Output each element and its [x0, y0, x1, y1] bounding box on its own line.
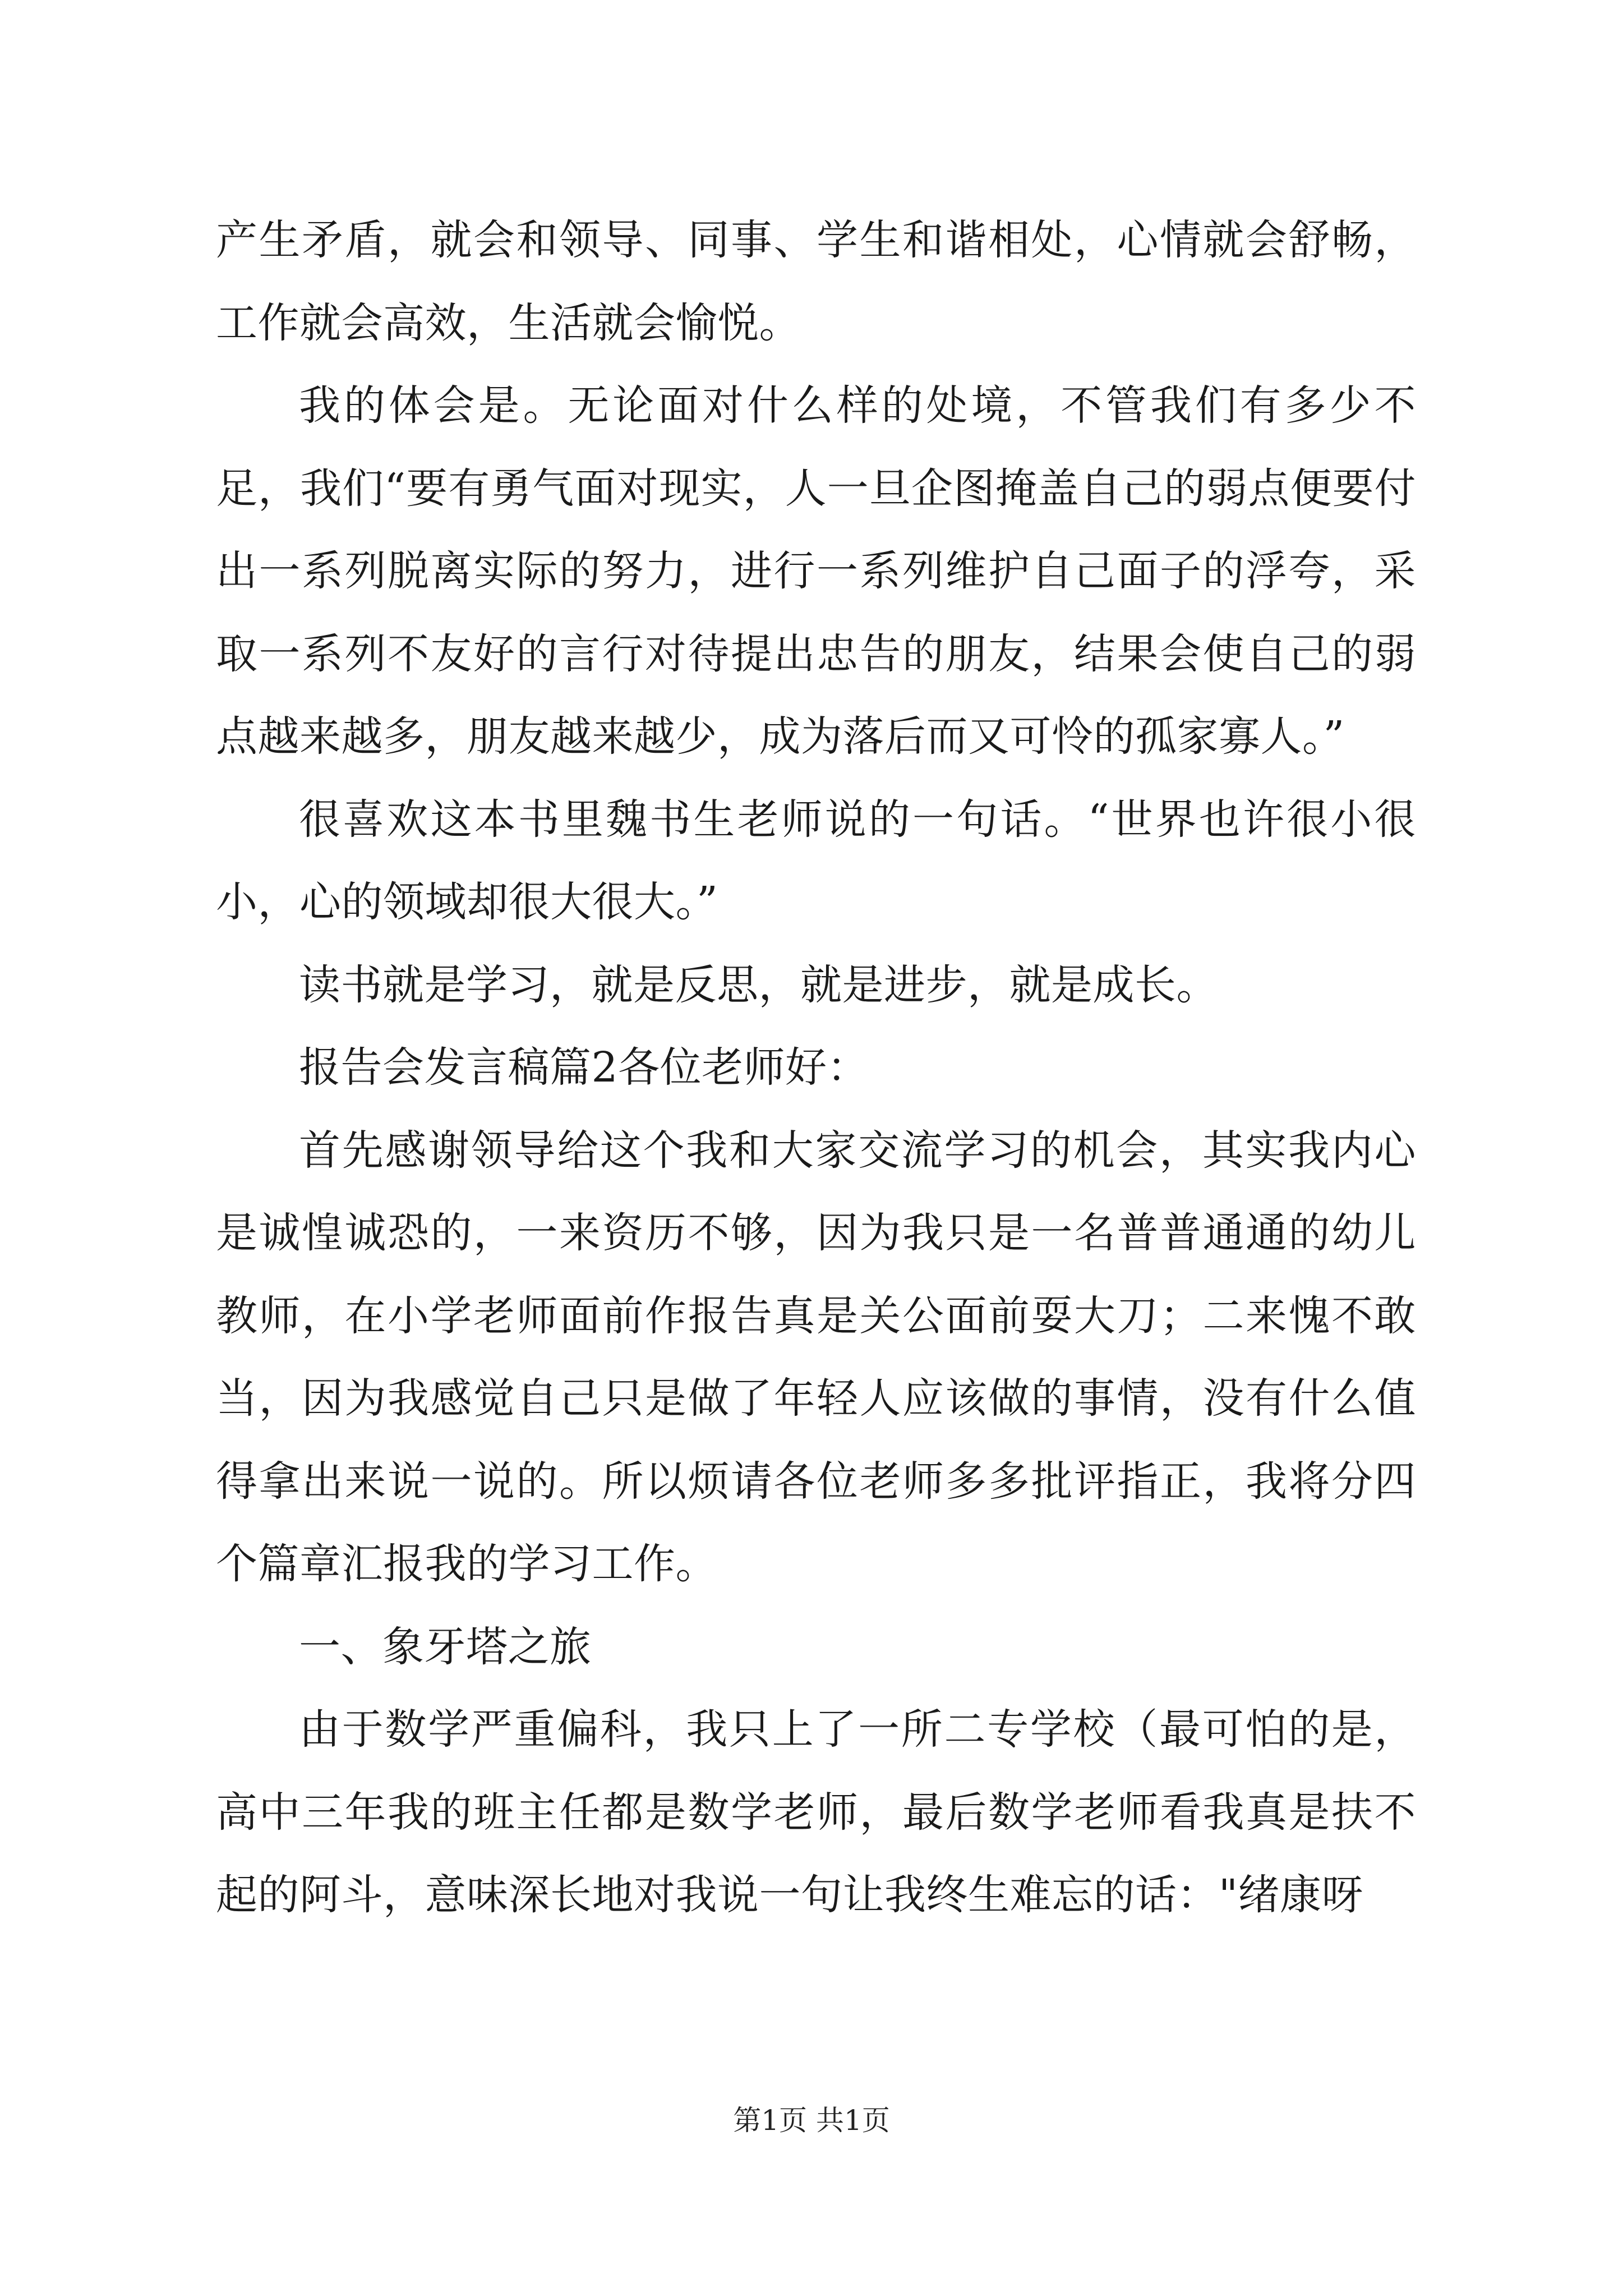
chapter-heading: 一、象牙塔之旅	[299, 1622, 592, 1671]
paragraph-continuation: 产生矛盾，就会和领导、同事、学生和谐相处，心情就会舒畅，工作就会高效，生活就会愉悦。	[216, 216, 1416, 347]
section-heading: 报告会发言稿篇2各位老师好：	[299, 1043, 869, 1092]
paragraph: 读书就是学习，就是反思，就是进步，就是成长。	[299, 960, 1218, 1009]
paragraph: 我的体会是。无论面对什么样的处境，不管我们有多少不足，我们“要有勇气面对现实，人一旦企图掩盖自己的弱点便要付出一系列脱离实际的努力，进行一系列维护自己面子的浮夸，采取一系列不友好的言行对待提出忠告的朋友，结果会使自己的弱点越来越多，朋友越来越少，成为落后而又可怜的孤家寡人。”	[216, 381, 1416, 761]
paragraph: 很喜欢这本书里魏书生老师说的一句话。“世界也许很小很小，心的领域却很大很大。”	[216, 795, 1416, 926]
paragraph: 由于数学严重偏科，我只上了一所二专学校（最可怕的是，高中三年我的班主任都是数学老师，最后数学老师看我真是扶不起的阿斗，意味深长地对我说一句让我终生难忘的话："绪康呀	[216, 1705, 1416, 1919]
paragraph: 首先感谢领导给这个我和大家交流学习的机会，其实我内心是诚惶诚恐的，一来资历不够，因为我只是一名普普通通的幼儿教师，在小学老师面前作报告真是关公面前耍大刀；二来愧不敢当，因为我感觉自己只是做了年轻人应该做的事情，没有什么值得拿出来说一说的。所以烦请各位老师多多批评指正，我将分四个篇章汇报我的学习工作。	[216, 1126, 1416, 1588]
page-number-footer: 第1页 共1页	[733, 2104, 890, 2137]
document-body	[216, 199, 1416, 1937]
